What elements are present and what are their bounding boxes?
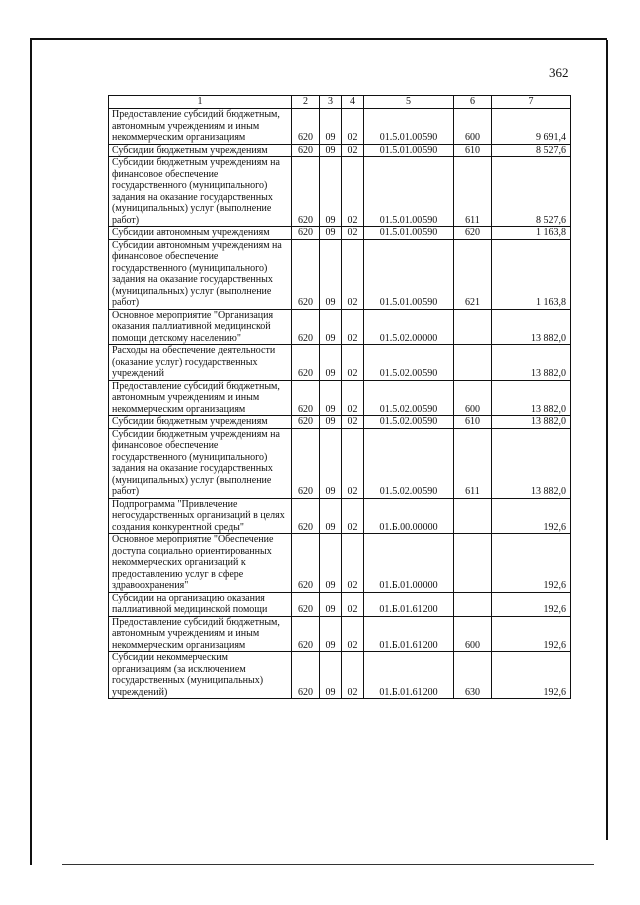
row-name-cell: Подпрограмма "Привлечение негосударственных организаций в целях создания конкурентной среды" xyxy=(109,498,292,534)
section-cell: 09 xyxy=(320,652,342,699)
target-article-cell: 01.5.01.00590 xyxy=(364,239,454,309)
ministry-code-cell: 620 xyxy=(292,616,320,652)
subsection-cell: 02 xyxy=(342,227,364,240)
row-name-cell: Субсидии на организацию оказания паллиативной медицинской помощи xyxy=(109,592,292,616)
expense-type-cell xyxy=(454,345,492,381)
row-name-cell: Расходы на обеспечение деятельности (оказание услуг) государственных учреждений xyxy=(109,345,292,381)
subsection-cell: 02 xyxy=(342,652,364,699)
expense-type-cell: 620 xyxy=(454,227,492,240)
table-row xyxy=(109,534,571,593)
expense-type-cell: 621 xyxy=(454,239,492,309)
column-header: 3 xyxy=(320,96,342,109)
section-cell: 09 xyxy=(320,227,342,240)
page-border-left xyxy=(30,40,32,865)
row-name-cell: Предоставление субсидий бюджетным, автономным учреждениям и иным некоммерческим организациям xyxy=(109,616,292,652)
amount-cell: 13 882,0 xyxy=(492,416,571,429)
subsection-cell: 02 xyxy=(342,239,364,309)
table-body xyxy=(109,96,571,699)
target-article-cell: 01.5.02.00590 xyxy=(364,428,454,498)
amount-cell: 13 882,0 xyxy=(492,380,571,416)
table-row xyxy=(109,498,571,534)
amount-cell: 13 882,0 xyxy=(492,309,571,345)
ministry-code-cell: 620 xyxy=(292,144,320,157)
section-cell: 09 xyxy=(320,498,342,534)
subsection-cell: 02 xyxy=(342,109,364,145)
target-article-cell: 01.5.01.00590 xyxy=(364,144,454,157)
ministry-code-cell: 620 xyxy=(292,592,320,616)
row-name-cell: Субсидии бюджетным учреждениям на финансовое обеспечение государственного (муниципального) задания на оказание государственных (муниципальных) услуг (выполнение работ) xyxy=(109,428,292,498)
table-row xyxy=(109,227,571,240)
section-cell: 09 xyxy=(320,144,342,157)
expense-type-cell: 611 xyxy=(454,428,492,498)
target-article-cell: 01.Б.01.61200 xyxy=(364,652,454,699)
expense-type-cell xyxy=(454,309,492,345)
amount-cell: 192,6 xyxy=(492,592,571,616)
column-header: 5 xyxy=(364,96,454,109)
subsection-cell: 02 xyxy=(342,616,364,652)
row-name-cell: Субсидии автономным учреждениям на финансовое обеспечение государственного (муниципального) задания на оказание государственных (муниципальных) услуг (выполнение работ) xyxy=(109,239,292,309)
amount-cell: 8 527,6 xyxy=(492,144,571,157)
amount-cell: 13 882,0 xyxy=(492,345,571,381)
table-row xyxy=(109,239,571,309)
table-row xyxy=(109,144,571,157)
row-name-cell: Субсидии некоммерческим организациям (за исключением государственных (муниципальных) учреждений) xyxy=(109,652,292,699)
target-article-cell: 01.5.01.00590 xyxy=(364,227,454,240)
table-row xyxy=(109,652,571,699)
table-row xyxy=(109,109,571,145)
column-header: 1 xyxy=(109,96,292,109)
expense-type-cell xyxy=(454,498,492,534)
target-article-cell: 01.5.01.00590 xyxy=(364,109,454,145)
row-name-cell: Субсидии автономным учреждениям xyxy=(109,227,292,240)
expense-type-cell: 630 xyxy=(454,652,492,699)
column-header: 6 xyxy=(454,96,492,109)
page-border-top xyxy=(30,38,607,40)
subsection-cell: 02 xyxy=(342,309,364,345)
row-name-cell: Субсидии бюджетным учреждениям на финансовое обеспечение государственного (муниципального) задания на оказание государственных (муниципальных) услуг (выполнение работ) xyxy=(109,157,292,227)
row-name-cell: Предоставление субсидий бюджетным, автономным учреждениям и иным некоммерческим организациям xyxy=(109,380,292,416)
table-row xyxy=(109,157,571,227)
subsection-cell: 02 xyxy=(342,534,364,593)
subsection-cell: 02 xyxy=(342,144,364,157)
column-header: 2 xyxy=(292,96,320,109)
table-row xyxy=(109,416,571,429)
section-cell: 09 xyxy=(320,592,342,616)
target-article-cell: 01.Б.01.61200 xyxy=(364,616,454,652)
expense-type-cell: 600 xyxy=(454,109,492,145)
expense-type-cell: 611 xyxy=(454,157,492,227)
target-article-cell: 01.5.01.00590 xyxy=(364,157,454,227)
row-name-cell: Предоставление субсидий бюджетным, автономным учреждениям и иным некоммерческим организациям xyxy=(109,109,292,145)
target-article-cell: 01.Б.01.00000 xyxy=(364,534,454,593)
section-cell: 09 xyxy=(320,345,342,381)
amount-cell: 192,6 xyxy=(492,498,571,534)
table-row xyxy=(109,592,571,616)
budget-table xyxy=(108,95,571,699)
ministry-code-cell: 620 xyxy=(292,345,320,381)
section-cell: 09 xyxy=(320,380,342,416)
target-article-cell: 01.Б.01.61200 xyxy=(364,592,454,616)
table-row xyxy=(109,380,571,416)
ministry-code-cell: 620 xyxy=(292,652,320,699)
ministry-code-cell: 620 xyxy=(292,109,320,145)
amount-cell: 1 163,8 xyxy=(492,227,571,240)
row-name-cell: Субсидии бюджетным учреждениям xyxy=(109,144,292,157)
page-border-bottom xyxy=(62,864,594,865)
expense-type-cell: 610 xyxy=(454,144,492,157)
page-border-right xyxy=(606,40,608,840)
section-cell: 09 xyxy=(320,428,342,498)
expense-type-cell xyxy=(454,534,492,593)
section-cell: 09 xyxy=(320,309,342,345)
row-name-cell: Основное мероприятие "Организация оказания паллиативной медицинской помощи детскому населению" xyxy=(109,309,292,345)
amount-cell: 192,6 xyxy=(492,616,571,652)
expense-type-cell xyxy=(454,592,492,616)
amount-cell: 192,6 xyxy=(492,652,571,699)
section-cell: 09 xyxy=(320,109,342,145)
ministry-code-cell: 620 xyxy=(292,227,320,240)
section-cell: 09 xyxy=(320,239,342,309)
row-name-cell: Субсидии бюджетным учреждениям xyxy=(109,416,292,429)
section-cell: 09 xyxy=(320,616,342,652)
target-article-cell: 01.Б.00.00000 xyxy=(364,498,454,534)
subsection-cell: 02 xyxy=(342,428,364,498)
amount-cell: 9 691,4 xyxy=(492,109,571,145)
ministry-code-cell: 620 xyxy=(292,534,320,593)
section-cell: 09 xyxy=(320,416,342,429)
subsection-cell: 02 xyxy=(342,498,364,534)
section-cell: 09 xyxy=(320,157,342,227)
subsection-cell: 02 xyxy=(342,380,364,416)
ministry-code-cell: 620 xyxy=(292,428,320,498)
page-number: 362 xyxy=(549,65,569,80)
table-row xyxy=(109,616,571,652)
subsection-cell: 02 xyxy=(342,592,364,616)
target-article-cell: 01.5.02.00590 xyxy=(364,345,454,381)
expense-type-cell: 610 xyxy=(454,416,492,429)
column-header: 4 xyxy=(342,96,364,109)
ministry-code-cell: 620 xyxy=(292,380,320,416)
target-article-cell: 01.5.02.00000 xyxy=(364,309,454,345)
ministry-code-cell: 620 xyxy=(292,416,320,429)
amount-cell: 13 882,0 xyxy=(492,428,571,498)
ministry-code-cell: 620 xyxy=(292,157,320,227)
table-row xyxy=(109,309,571,345)
table-row xyxy=(109,428,571,498)
ministry-code-cell: 620 xyxy=(292,309,320,345)
subsection-cell: 02 xyxy=(342,157,364,227)
column-header: 7 xyxy=(492,96,571,109)
expense-type-cell: 600 xyxy=(454,616,492,652)
subsection-cell: 02 xyxy=(342,345,364,381)
row-name-cell: Основное мероприятие "Обеспечение доступа социально ориентированных некоммерческих организаций к предоставлению услуг в сфере здравоохранения" xyxy=(109,534,292,593)
section-cell: 09 xyxy=(320,534,342,593)
amount-cell: 192,6 xyxy=(492,534,571,593)
ministry-code-cell: 620 xyxy=(292,239,320,309)
ministry-code-cell: 620 xyxy=(292,498,320,534)
amount-cell: 1 163,8 xyxy=(492,239,571,309)
target-article-cell: 01.5.02.00590 xyxy=(364,416,454,429)
amount-cell: 8 527,6 xyxy=(492,157,571,227)
subsection-cell: 02 xyxy=(342,416,364,429)
table-header-row xyxy=(109,96,571,109)
expense-type-cell: 600 xyxy=(454,380,492,416)
table-row xyxy=(109,345,571,381)
target-article-cell: 01.5.02.00590 xyxy=(364,380,454,416)
